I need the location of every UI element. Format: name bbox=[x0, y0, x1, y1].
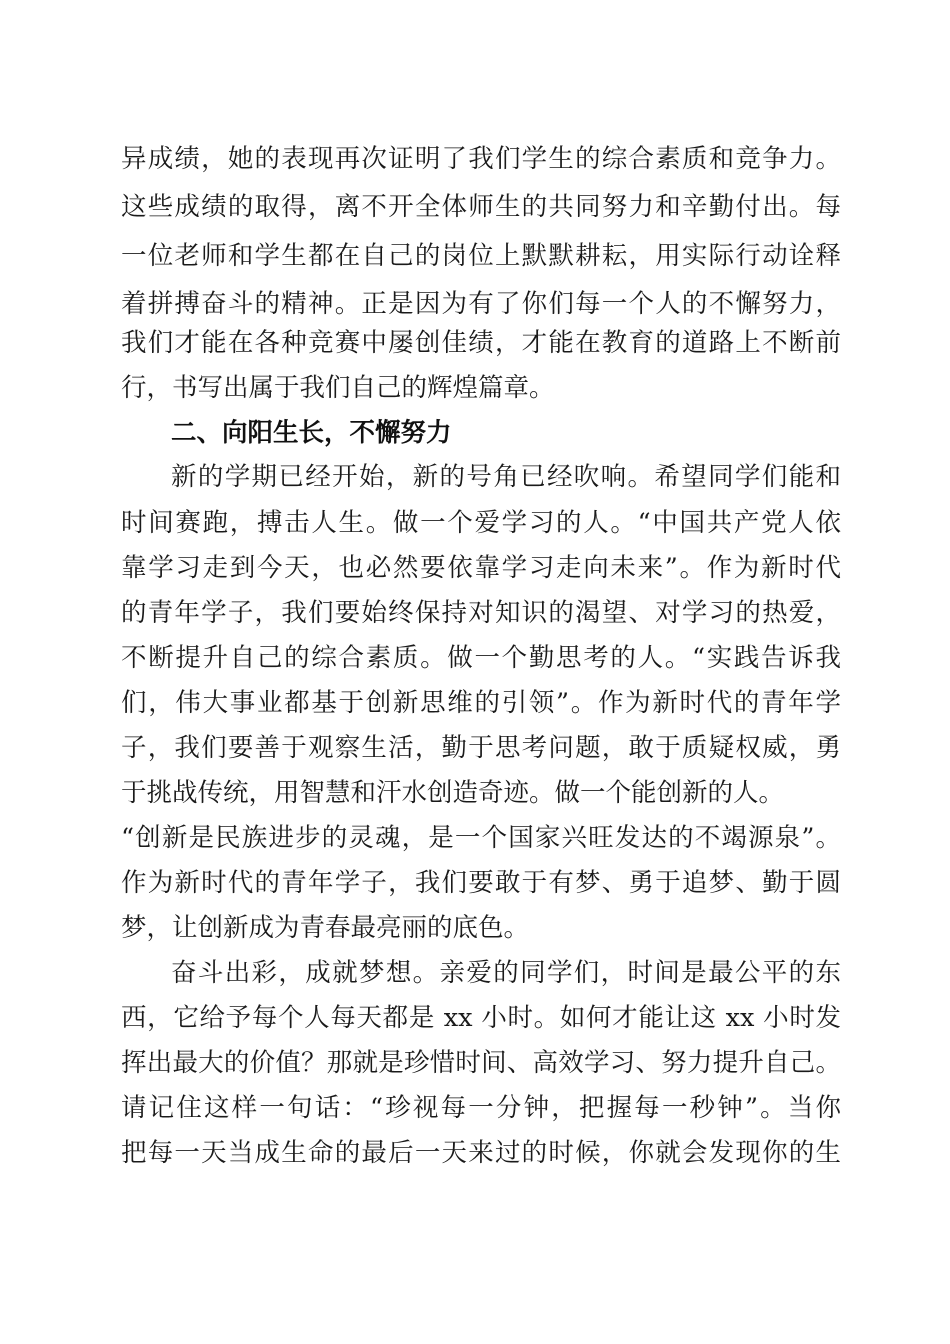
text-line: 新的学期已经开始，新的号角已经吹响。希望同学们能和 bbox=[171, 462, 841, 492]
text-line: 梦，让创新成为青春最亮丽的底色。 bbox=[121, 913, 530, 943]
text-line: “创新是民族进步的灵魂，是一个国家兴旺发达的不竭源泉”。 bbox=[121, 823, 841, 853]
text-line: 西，它给予每个人每天都是 xx 小时。如何才能让这 xx 小时发 bbox=[121, 1003, 841, 1033]
text-line: 靠学习走到今天，也必然要依靠学习走向未来”。作为新时代 bbox=[121, 553, 841, 583]
text-line: 行，书写出属于我们自己的辉煌篇章。 bbox=[121, 373, 555, 403]
text-line: 一位老师和学生都在自己的岗位上默默耕耘，用实际行动诠释 bbox=[121, 241, 841, 271]
text-line: 请记住这样一句话：“珍视每一分钟，把握每一秒钟”。当你 bbox=[121, 1093, 841, 1123]
text-line: 我们才能在各种竞赛中屡创佳绩，才能在教育的道路上不断前 bbox=[121, 328, 841, 358]
text-line: 子，我们要善于观察生活，勤于思考问题，敢于质疑权威，勇 bbox=[121, 733, 841, 763]
text-line: 把每一天当成生命的最后一天来过的时候，你就会发现你的生 bbox=[121, 1138, 841, 1168]
text-line: 于挑战传统，用智慧和汗水创造奇迹。做一个能创新的人。 bbox=[121, 778, 785, 808]
text-line: 挥出最大的价值？那就是珍惜时间、高效学习、努力提升自己。 bbox=[121, 1048, 841, 1078]
text-line: 奋斗出彩，成就梦想。亲爱的同学们，时间是最公平的东 bbox=[171, 958, 841, 988]
text-line: 作为新时代的青年学子，我们要敢于有梦、勇于追梦、勤于圆 bbox=[121, 868, 841, 898]
text-line: 时间赛跑，搏击人生。做一个爱学习的人。“中国共产党人依 bbox=[121, 508, 841, 538]
text-line: 的青年学子，我们要始终保持对知识的渴望、对学习的热爱， bbox=[121, 598, 841, 628]
text-line: 着拼搏奋斗的精神。正是因为有了你们每一个人的不懈努力， bbox=[121, 289, 841, 319]
text-line: 这些成绩的取得，离不开全体师生的共同努力和辛勤付出。每 bbox=[121, 192, 841, 222]
section-heading: 二、向阳生长，不懈努力 bbox=[171, 418, 452, 448]
text-line: 们，伟大事业都基于创新思维的引领”。作为新时代的青年学 bbox=[121, 688, 841, 718]
text-line: 不断提升自己的综合素质。做一个勤思考的人。“实践告诉我 bbox=[121, 643, 841, 673]
text-line: 异成绩，她的表现再次证明了我们学生的综合素质和竞争力。 bbox=[121, 144, 841, 174]
